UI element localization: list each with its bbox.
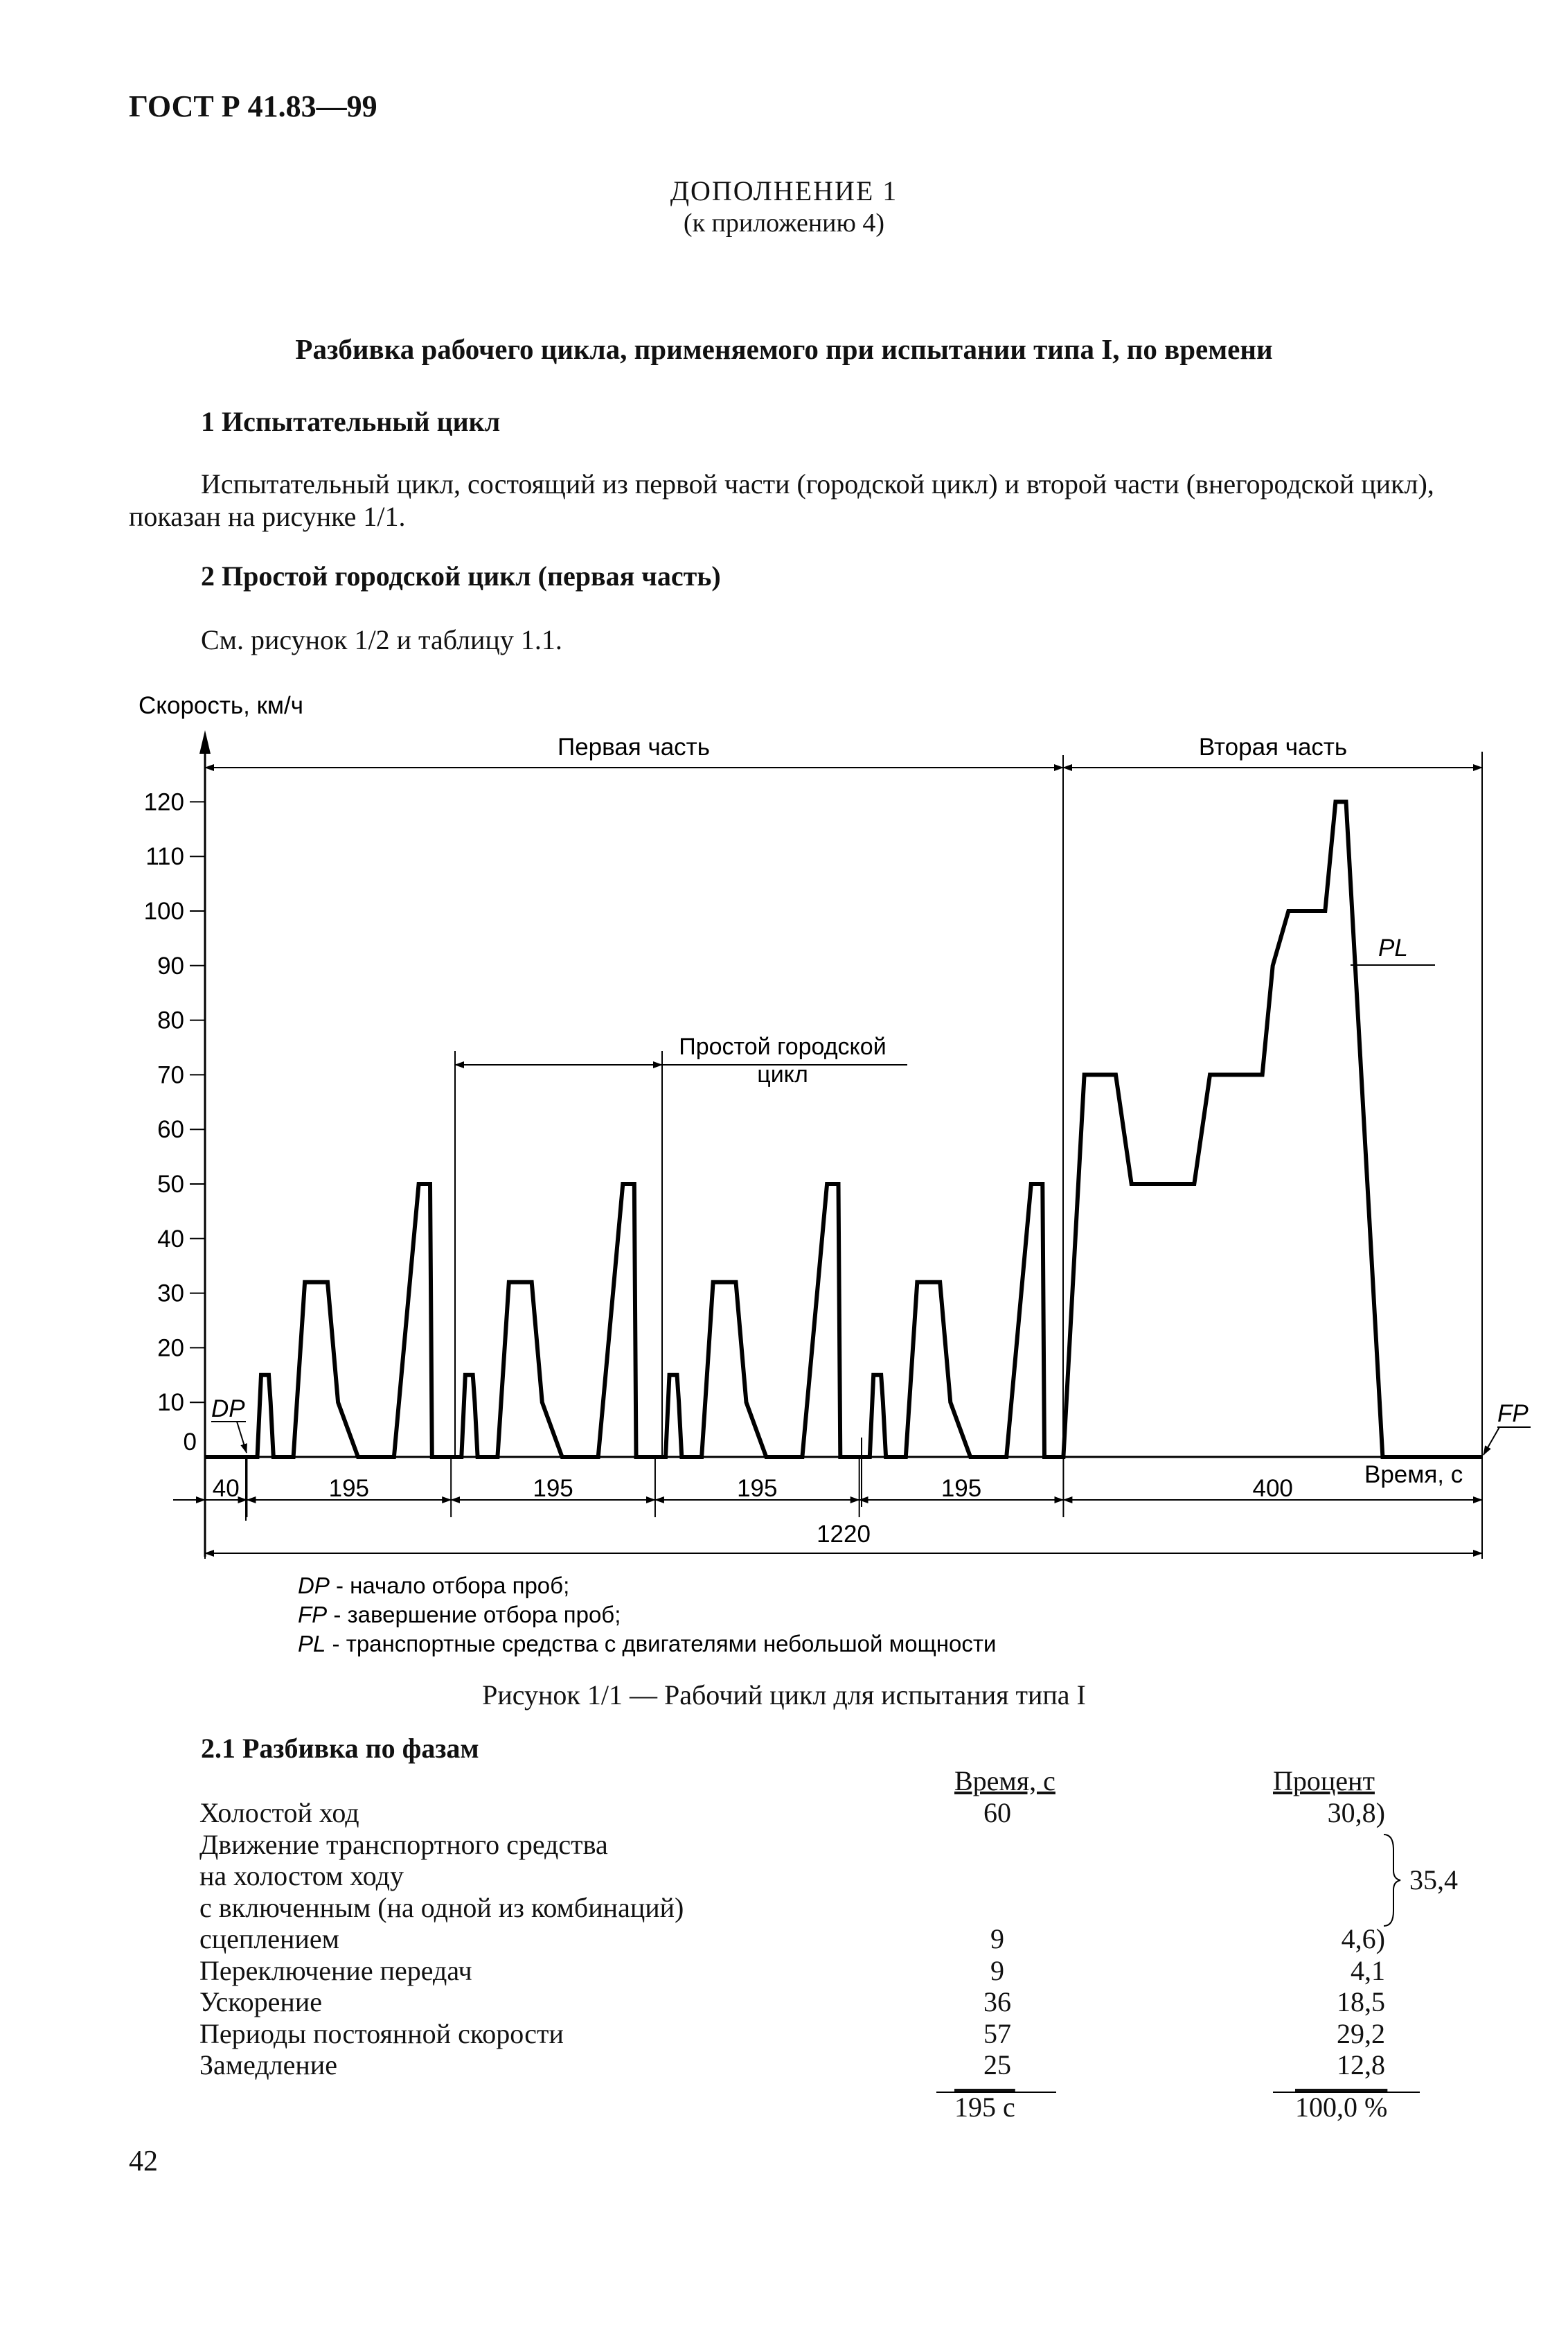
y-tick-label: 90 bbox=[157, 952, 184, 980]
total-time: 195 с bbox=[954, 2092, 1015, 2123]
fp-pointer bbox=[1484, 1427, 1499, 1455]
phase-row-percent: 29,2 bbox=[1337, 2017, 1385, 2049]
phase-row-label: Ускорение bbox=[199, 1986, 322, 2017]
standard-code: ГОСТ Р 41.83—99 bbox=[129, 89, 377, 123]
y-tick-label: 70 bbox=[157, 1061, 184, 1089]
document-title: Разбивка рабочего цикла, применяемого при испытании типа I, по времени bbox=[295, 333, 1273, 365]
supplement-subtitle: (к приложению 4) bbox=[683, 209, 885, 238]
phase-row-percent: 18,5 bbox=[1337, 1986, 1385, 2017]
phase-row-time: 9 bbox=[990, 1954, 1004, 1986]
page-number: 42 bbox=[129, 2146, 158, 2177]
simple-cycle-label-line1: Простой городской bbox=[679, 1034, 887, 1060]
segment-label: 195 bbox=[941, 1475, 982, 1502]
phase-row-percent: 4,6) bbox=[1341, 1923, 1385, 1954]
segment-label: 195 bbox=[737, 1475, 778, 1502]
phase-row-label: Периоды постоянной скорости bbox=[199, 2017, 564, 2049]
phase-row-time: 36 bbox=[983, 1986, 1011, 2017]
legend-dp bbox=[298, 1573, 569, 1598]
phase-row-percent: 30,8) bbox=[1327, 1797, 1385, 1828]
section1-heading: 1 Испытательный цикл bbox=[201, 406, 501, 437]
second-part-label: Вторая часть bbox=[1198, 734, 1348, 761]
phase-row-label: с включенным (на одной из комбинаций) bbox=[199, 1891, 684, 1923]
phase-row-label: Замедление bbox=[199, 2049, 337, 2080]
legend-fp-term: FP bbox=[298, 1602, 328, 1627]
section1-text-line2: показан на рисунке 1/1. bbox=[129, 501, 406, 532]
legend-pl bbox=[298, 1631, 996, 1656]
y-ticks bbox=[144, 788, 205, 1456]
y-tick-label: 60 bbox=[157, 1116, 184, 1144]
y-tick-label: 120 bbox=[143, 788, 184, 816]
y-tick-label: 20 bbox=[157, 1334, 184, 1362]
phase-row-label: Движение транспортного средства bbox=[199, 1828, 608, 1860]
legend-fp bbox=[298, 1602, 621, 1627]
legend-pl-text: - транспортные средства с двигателями небольшой мощности bbox=[326, 1631, 997, 1656]
segment-label: 400 bbox=[1252, 1475, 1293, 1502]
phase-row-time: 60 bbox=[983, 1797, 1011, 1828]
speed-profile-line bbox=[205, 802, 1482, 1457]
phase-row-label: Холостой ход bbox=[199, 1797, 359, 1828]
legend-dp-text: - начало отбора проб; bbox=[329, 1573, 570, 1598]
simple-cycle-label-line2: цикл bbox=[757, 1061, 808, 1088]
phase-row-percent: 4,1 bbox=[1351, 1954, 1385, 1986]
figure-caption: Рисунок 1/1 — Рабочий цикл для испытания типа I bbox=[482, 1679, 1086, 1710]
phase-row-label: на холостом ходу bbox=[199, 1860, 404, 1891]
legend-dp-term: DP bbox=[298, 1573, 330, 1598]
x-axis-label: Время, с bbox=[1364, 1461, 1463, 1488]
first-part-label: Первая часть bbox=[558, 734, 710, 761]
phase-row-label: Переключение передач bbox=[199, 1954, 472, 1986]
phase-row-percent: 12,8 bbox=[1337, 2049, 1385, 2080]
section2-text: См. рисунок 1/2 и таблицу 1.1. bbox=[201, 624, 562, 655]
pl-label: PL bbox=[1378, 935, 1408, 962]
section21-heading: 2.1 Разбивка по фазам bbox=[201, 1733, 479, 1764]
fp-label: FP bbox=[1497, 1400, 1529, 1427]
total-label: 1220 bbox=[817, 1521, 871, 1548]
bracket-total: 35,4 bbox=[1409, 1864, 1458, 1895]
y-tick-label: 100 bbox=[143, 898, 184, 925]
y-axis-arrow bbox=[199, 730, 211, 754]
segment-label: 195 bbox=[533, 1475, 573, 1502]
y-tick-label: 10 bbox=[157, 1389, 184, 1417]
y-tick-label: 40 bbox=[157, 1225, 184, 1253]
total-percent: 100,0 % bbox=[1295, 2092, 1388, 2123]
segment-label: 195 bbox=[328, 1475, 370, 1502]
y-tick-label: 110 bbox=[145, 843, 184, 871]
time-column-header: Время, с bbox=[954, 1765, 1055, 1796]
phase-row-time: 57 bbox=[983, 2017, 1011, 2049]
y-tick-label: 50 bbox=[157, 1171, 184, 1198]
percent-column-header: Процент bbox=[1273, 1765, 1375, 1796]
y-tick-label: 30 bbox=[157, 1280, 184, 1307]
y-tick-label: 0 bbox=[183, 1429, 197, 1456]
supplement-title: ДОПОЛНЕНИЕ 1 bbox=[670, 175, 898, 206]
phase-row-label: сцеплением bbox=[199, 1923, 339, 1954]
section1-text-line1: Испытательный цикл, состоящий из первой части (городской цикл) и второй части (внегородской цикл), bbox=[201, 468, 1434, 500]
dp-pointer bbox=[237, 1422, 247, 1453]
y-axis-label: Скорость, км/ч bbox=[139, 692, 303, 719]
phase-row-time: 25 bbox=[983, 2049, 1011, 2080]
legend-fp-text: - завершение отбора проб; bbox=[327, 1602, 621, 1627]
dp-label: DP bbox=[211, 1395, 245, 1422]
phase-row-time: 9 bbox=[990, 1923, 1004, 1954]
section2-heading: 2 Простой городской цикл (первая часть) bbox=[201, 560, 721, 592]
y-tick-label: 80 bbox=[157, 1007, 184, 1034]
segment-dimensions bbox=[205, 1457, 1482, 1517]
segment-label: 40 bbox=[212, 1475, 240, 1502]
percent-bracket bbox=[1384, 1835, 1400, 1926]
legend-pl-term: PL bbox=[298, 1631, 326, 1656]
